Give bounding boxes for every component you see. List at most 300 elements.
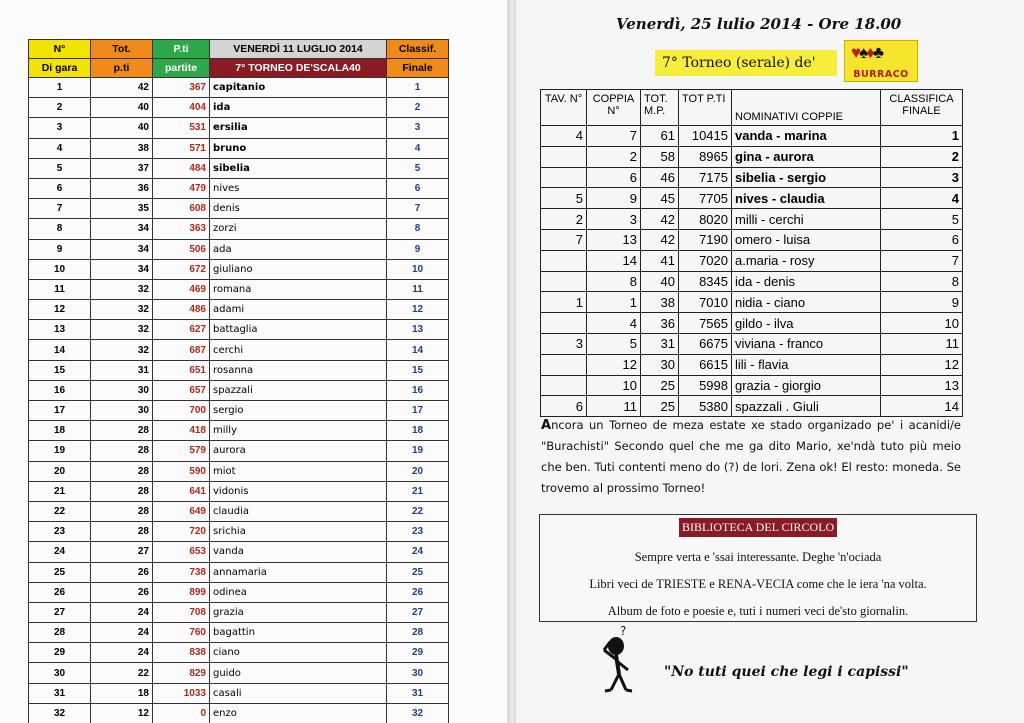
match-points-cell: 40: [641, 271, 679, 292]
game-points-cell: 1033: [153, 683, 210, 703]
rank-cell: 26: [29, 582, 91, 602]
rank-cell: 15: [29, 360, 91, 380]
rank-cell: 29: [29, 643, 91, 663]
player-name-cell: ciano: [210, 643, 387, 663]
rank-cell: 10: [29, 259, 91, 279]
game-points-cell: 486: [153, 300, 210, 320]
game-points-cell: 657: [153, 380, 210, 400]
final-rank-cell: 13: [881, 375, 963, 396]
rank-cell: 1: [29, 78, 91, 98]
total-points-cell: 7175: [679, 167, 732, 188]
total-points-cell: 28: [91, 501, 153, 521]
player-name-cell: aurora: [210, 441, 387, 461]
game-points-cell: 363: [153, 219, 210, 239]
player-name-cell: claudia: [210, 501, 387, 521]
game-points-cell: 590: [153, 461, 210, 481]
match-points-cell: 38: [641, 292, 679, 313]
rank-cell: 14: [29, 340, 91, 360]
final-rank-cell: 28: [387, 623, 449, 643]
table-row: [29, 522, 449, 542]
match-points-cell: 25: [641, 375, 679, 396]
header-date: VENERDÌ 11 LUGLIO 2014: [210, 40, 387, 59]
library-title: BIBLIOTECA DEL CIRCOLO: [679, 518, 837, 537]
rank-cell: 9: [29, 239, 91, 259]
final-rank-cell: 18: [387, 421, 449, 441]
final-rank-cell: 10: [387, 259, 449, 279]
total-points-cell: 8965: [679, 146, 732, 167]
total-points-cell: 8345: [679, 271, 732, 292]
pair-number-cell: 10: [587, 375, 641, 396]
game-points-cell: 418: [153, 421, 210, 441]
table-row: [541, 126, 963, 147]
rank-cell: 28: [29, 623, 91, 643]
player-name-cell: miot: [210, 461, 387, 481]
final-rank-cell: 27: [387, 602, 449, 622]
announcement-initial: A: [541, 418, 552, 433]
header-tot-pti: TOT P.TI: [679, 90, 732, 126]
total-points-cell: 26: [91, 562, 153, 582]
match-points-cell: 30: [641, 354, 679, 375]
match-points-cell: 36: [641, 313, 679, 334]
header-row-bottom: [29, 59, 449, 78]
match-points-cell: 45: [641, 188, 679, 209]
pair-names-cell: lili - flavia: [732, 354, 881, 375]
player-name-cell: vanda: [210, 542, 387, 562]
table-row: [541, 333, 963, 354]
pair-number-cell: 12: [587, 354, 641, 375]
final-rank-cell: 6: [881, 229, 963, 250]
total-points-cell: 34: [91, 219, 153, 239]
rank-cell: 8: [29, 219, 91, 239]
table-row: [541, 167, 963, 188]
player-name-cell: spazzali: [210, 380, 387, 400]
total-points-cell: 32: [91, 300, 153, 320]
final-rank-cell: 15: [387, 360, 449, 380]
table-number-cell: [541, 375, 587, 396]
tournament-banner: 7° Torneo (serale) de': [655, 50, 837, 76]
player-name-cell: cerchi: [210, 340, 387, 360]
final-rank-cell: 4: [881, 188, 963, 209]
total-points-cell: 28: [91, 421, 153, 441]
header-row-top: [29, 40, 449, 59]
rank-cell: 4: [29, 138, 91, 158]
table-row: [29, 340, 449, 360]
player-name-cell: odinea: [210, 582, 387, 602]
pair-names-cell: sibelia - sergio: [732, 167, 881, 188]
pair-names-cell: nives - claudia: [732, 188, 881, 209]
table-row: [29, 501, 449, 521]
header-finale: Finale: [387, 59, 449, 78]
total-points-cell: 28: [91, 441, 153, 461]
rank-cell: 6: [29, 178, 91, 198]
match-points-cell: 42: [641, 209, 679, 230]
table-row: [29, 158, 449, 178]
pair-number-cell: 8: [587, 271, 641, 292]
rank-cell: 32: [29, 703, 91, 723]
pair-names-cell: nidia - ciano: [732, 292, 881, 313]
total-points-cell: 22: [91, 663, 153, 683]
total-points-cell: 34: [91, 259, 153, 279]
total-points-cell: 24: [91, 623, 153, 643]
total-points-cell: 32: [91, 320, 153, 340]
pair-names-cell: milli - cerchi: [732, 209, 881, 230]
pair-number-cell: 7: [587, 126, 641, 147]
total-points-cell: 28: [91, 461, 153, 481]
pair-names-cell: gildo - ilva: [732, 313, 881, 334]
player-name-cell: sibelia: [210, 158, 387, 178]
table-row: [29, 118, 449, 138]
total-points-cell: 28: [91, 481, 153, 501]
final-rank-cell: 1: [881, 126, 963, 147]
rank-cell: 20: [29, 461, 91, 481]
final-rank-cell: 20: [387, 461, 449, 481]
pair-number-cell: 11: [587, 396, 641, 417]
table-number-cell: [541, 271, 587, 292]
table-number-cell: 3: [541, 333, 587, 354]
table-row: [29, 178, 449, 198]
header-tournament: 7° TORNEO DE'SCALA40: [210, 59, 387, 78]
rank-cell: 2: [29, 98, 91, 118]
player-name-cell: nives: [210, 178, 387, 198]
table-row: [541, 354, 963, 375]
pair-number-cell: 9: [587, 188, 641, 209]
final-rank-cell: 31: [387, 683, 449, 703]
rank-cell: 13: [29, 320, 91, 340]
game-points-cell: 0: [153, 703, 210, 723]
scala40-results-table: [28, 39, 449, 723]
table-row: [29, 602, 449, 622]
pair-names-cell: vanda - marina: [732, 126, 881, 147]
player-name-cell: bruno: [210, 138, 387, 158]
header-pti-tot: p.ti: [91, 59, 153, 78]
burraco-results-table: [540, 89, 963, 417]
burraco-logo-text: BURRACO: [853, 69, 909, 80]
right-table-body: [541, 126, 963, 417]
table-row: [29, 582, 449, 602]
final-rank-cell: 24: [387, 542, 449, 562]
total-points-cell: 28: [91, 522, 153, 542]
table-row: [29, 320, 449, 340]
player-name-cell: zorzi: [210, 219, 387, 239]
pair-names-cell: omero - luisa: [732, 229, 881, 250]
final-rank-cell: 10: [881, 313, 963, 334]
table-row: [541, 146, 963, 167]
game-points-cell: 479: [153, 178, 210, 198]
announcement-body: ncora un Torneo de meza estate xe stado organizado pe' i acanidi/e "Burachisti" Secondo quel che me ga dito Mario, xe'ndà tuto più meio che ben. Tuti contenti meno do (?) de lori. Zena ok! El resto: moneda. Se trovemo al prossimo Torneo!: [541, 418, 961, 495]
svg-text:?: ?: [620, 624, 627, 638]
final-rank-cell: 2: [881, 146, 963, 167]
library-line-2: Libri veci de TRIESTE e RENA-VECIA come che le iera 'na volta.: [589, 577, 927, 591]
final-rank-cell: 12: [387, 300, 449, 320]
table-row: [29, 219, 449, 239]
final-rank-cell: 26: [387, 582, 449, 602]
match-points-cell: 42: [641, 229, 679, 250]
final-rank-cell: 22: [387, 501, 449, 521]
table-row: [29, 643, 449, 663]
game-points-cell: 760: [153, 623, 210, 643]
library-box: [539, 514, 977, 622]
table-row: [29, 421, 449, 441]
pair-number-cell: 2: [587, 146, 641, 167]
rank-cell: 5: [29, 158, 91, 178]
player-name-cell: romana: [210, 279, 387, 299]
final-rank-cell: 12: [881, 354, 963, 375]
table-number-cell: 2: [541, 209, 587, 230]
final-rank-cell: 8: [881, 271, 963, 292]
final-rank-cell: 5: [387, 158, 449, 178]
quote-text: "No tuti quei che legi i capissi": [664, 664, 909, 680]
game-points-cell: 469: [153, 279, 210, 299]
game-points-cell: 571: [153, 138, 210, 158]
table-row: [541, 396, 963, 417]
table-row: [541, 271, 963, 292]
game-points-cell: 608: [153, 199, 210, 219]
total-points-cell: 10415: [679, 126, 732, 147]
player-name-cell: srichia: [210, 522, 387, 542]
rank-cell: 30: [29, 663, 91, 683]
table-number-cell: 7: [541, 229, 587, 250]
game-points-cell: 720: [153, 522, 210, 542]
pair-number-cell: 3: [587, 209, 641, 230]
player-name-cell: casali: [210, 683, 387, 703]
game-points-cell: 738: [153, 562, 210, 582]
game-points-cell: 708: [153, 602, 210, 622]
final-rank-cell: 8: [387, 219, 449, 239]
player-name-cell: capitanio: [210, 78, 387, 98]
table-row: [29, 542, 449, 562]
game-points-cell: 641: [153, 481, 210, 501]
player-name-cell: annamaria: [210, 562, 387, 582]
final-rank-cell: 4: [387, 138, 449, 158]
header-partite: partite: [153, 59, 210, 78]
player-name-cell: adami: [210, 300, 387, 320]
total-points-cell: 35: [91, 199, 153, 219]
total-points-cell: 7565: [679, 313, 732, 334]
table-row: [541, 250, 963, 271]
table-row: [29, 380, 449, 400]
final-rank-cell: 23: [387, 522, 449, 542]
total-points-cell: 27: [91, 542, 153, 562]
rank-cell: 27: [29, 602, 91, 622]
game-points-cell: 627: [153, 320, 210, 340]
thinking-figure-icon: [596, 624, 648, 696]
header-tot-mp: TOT. M.P.: [641, 90, 679, 126]
total-points-cell: 37: [91, 158, 153, 178]
table-row: [541, 188, 963, 209]
total-points-cell: 6615: [679, 354, 732, 375]
total-points-cell: 32: [91, 279, 153, 299]
game-points-cell: 829: [153, 663, 210, 683]
total-points-cell: 40: [91, 98, 153, 118]
player-name-cell: vidonis: [210, 481, 387, 501]
table-row: [29, 663, 449, 683]
header-coppia: COPPIA N°: [587, 90, 641, 126]
total-points-cell: 36: [91, 178, 153, 198]
total-points-cell: 6675: [679, 333, 732, 354]
final-rank-cell: 3: [881, 167, 963, 188]
rank-cell: 16: [29, 380, 91, 400]
page-gutter: [508, 0, 516, 723]
header-num: N°: [29, 40, 91, 59]
final-rank-cell: 6: [387, 178, 449, 198]
total-points-cell: 7010: [679, 292, 732, 313]
final-rank-cell: 1: [387, 78, 449, 98]
final-rank-cell: 9: [387, 239, 449, 259]
total-points-cell: 7705: [679, 188, 732, 209]
final-rank-cell: 14: [881, 396, 963, 417]
rank-cell: 23: [29, 522, 91, 542]
final-rank-cell: 19: [387, 441, 449, 461]
table-row: [29, 98, 449, 118]
game-points-cell: 531: [153, 118, 210, 138]
header-pti: P.ti: [153, 40, 210, 59]
rank-cell: 24: [29, 542, 91, 562]
final-rank-cell: 11: [881, 333, 963, 354]
table-row: [541, 313, 963, 334]
pair-names-cell: grazia - giorgio: [732, 375, 881, 396]
total-points-cell: 5380: [679, 396, 732, 417]
total-points-cell: 12: [91, 703, 153, 723]
table-row: [29, 199, 449, 219]
table-number-cell: 5: [541, 188, 587, 209]
final-rank-cell: 5: [881, 209, 963, 230]
library-line-3: Album de foto e poesie e, tuti i numeri veci de'sto giornalin.: [607, 604, 909, 618]
match-points-cell: 58: [641, 146, 679, 167]
final-rank-cell: 17: [387, 401, 449, 421]
header-tav: TAV. N°: [541, 90, 587, 126]
game-points-cell: 649: [153, 501, 210, 521]
game-points-cell: 700: [153, 401, 210, 421]
pair-names-cell: spazzali . Giuli: [732, 396, 881, 417]
table-row: [29, 401, 449, 421]
library-line-1: Sempre verta e 'ssai interessante. Deghe 'n'ociada: [634, 550, 882, 564]
table-row: [29, 239, 449, 259]
table-row: [29, 441, 449, 461]
player-name-cell: enzo: [210, 703, 387, 723]
player-name-cell: giuliano: [210, 259, 387, 279]
table-row: [29, 703, 449, 723]
game-points-cell: 899: [153, 582, 210, 602]
total-points-cell: 18: [91, 683, 153, 703]
rank-cell: 31: [29, 683, 91, 703]
game-points-cell: 367: [153, 78, 210, 98]
pair-number-cell: 1: [587, 292, 641, 313]
table-row: [541, 229, 963, 250]
game-points-cell: 653: [153, 542, 210, 562]
total-points-cell: 26: [91, 582, 153, 602]
total-points-cell: 30: [91, 380, 153, 400]
player-name-cell: rosanna: [210, 360, 387, 380]
pair-names-cell: viviana - franco: [732, 333, 881, 354]
game-points-cell: 579: [153, 441, 210, 461]
total-points-cell: 34: [91, 239, 153, 259]
player-name-cell: ada: [210, 239, 387, 259]
rank-cell: 17: [29, 401, 91, 421]
final-rank-cell: 16: [387, 380, 449, 400]
player-name-cell: battaglia: [210, 320, 387, 340]
final-rank-cell: 7: [387, 199, 449, 219]
final-rank-cell: 2: [387, 98, 449, 118]
card-suits-icon: ♥♠♦♣: [851, 43, 882, 62]
table-row: [29, 300, 449, 320]
game-points-cell: 404: [153, 98, 210, 118]
total-points-cell: 30: [91, 401, 153, 421]
rank-cell: 22: [29, 501, 91, 521]
match-points-cell: 46: [641, 167, 679, 188]
total-points-cell: 42: [91, 78, 153, 98]
total-points-cell: 24: [91, 602, 153, 622]
table-row: [541, 209, 963, 230]
final-rank-cell: 13: [387, 320, 449, 340]
table-number-cell: 6: [541, 396, 587, 417]
final-rank-cell: 29: [387, 643, 449, 663]
match-points-cell: 25: [641, 396, 679, 417]
table-number-cell: [541, 313, 587, 334]
total-points-cell: 32: [91, 340, 153, 360]
pair-number-cell: 6: [587, 167, 641, 188]
table-row: [29, 623, 449, 643]
game-points-cell: 687: [153, 340, 210, 360]
final-rank-cell: 25: [387, 562, 449, 582]
pair-number-cell: 4: [587, 313, 641, 334]
player-name-cell: sergio: [210, 401, 387, 421]
total-points-cell: 38: [91, 138, 153, 158]
table-row: [29, 562, 449, 582]
match-points-cell: 41: [641, 250, 679, 271]
player-name-cell: grazia: [210, 602, 387, 622]
rank-cell: 19: [29, 441, 91, 461]
pair-names-cell: a.maria - rosy: [732, 250, 881, 271]
match-points-cell: 31: [641, 333, 679, 354]
total-points-cell: 31: [91, 360, 153, 380]
player-name-cell: bagattin: [210, 623, 387, 643]
burraco-logo: [844, 40, 918, 82]
game-points-cell: 506: [153, 239, 210, 259]
table-row: [29, 461, 449, 481]
right-header-row: [541, 90, 963, 126]
rank-cell: 18: [29, 421, 91, 441]
table-number-cell: 1: [541, 292, 587, 313]
table-row: [541, 292, 963, 313]
total-points-cell: 24: [91, 643, 153, 663]
header-classifica: CLASSIFICA FINALE: [881, 90, 963, 126]
table-row: [29, 683, 449, 703]
player-name-cell: ersilia: [210, 118, 387, 138]
table-row: [29, 78, 449, 98]
pair-names-cell: ida - denis: [732, 271, 881, 292]
rank-cell: 25: [29, 562, 91, 582]
table-row: [29, 259, 449, 279]
match-points-cell: 61: [641, 126, 679, 147]
final-rank-cell: 11: [387, 279, 449, 299]
announcement-text: [541, 415, 961, 499]
game-points-cell: 672: [153, 259, 210, 279]
total-points-cell: 7020: [679, 250, 732, 271]
pair-number-cell: 13: [587, 229, 641, 250]
table-number-cell: [541, 167, 587, 188]
final-rank-cell: 9: [881, 292, 963, 313]
table-row: [29, 279, 449, 299]
header-nominativi: NOMINATIVI COPPIE: [732, 90, 881, 126]
game-points-cell: 484: [153, 158, 210, 178]
final-rank-cell: 30: [387, 663, 449, 683]
table-row: [29, 481, 449, 501]
table-number-cell: 4: [541, 126, 587, 147]
pair-number-cell: 5: [587, 333, 641, 354]
table-row: [29, 360, 449, 380]
final-rank-cell: 21: [387, 481, 449, 501]
table-number-cell: [541, 146, 587, 167]
